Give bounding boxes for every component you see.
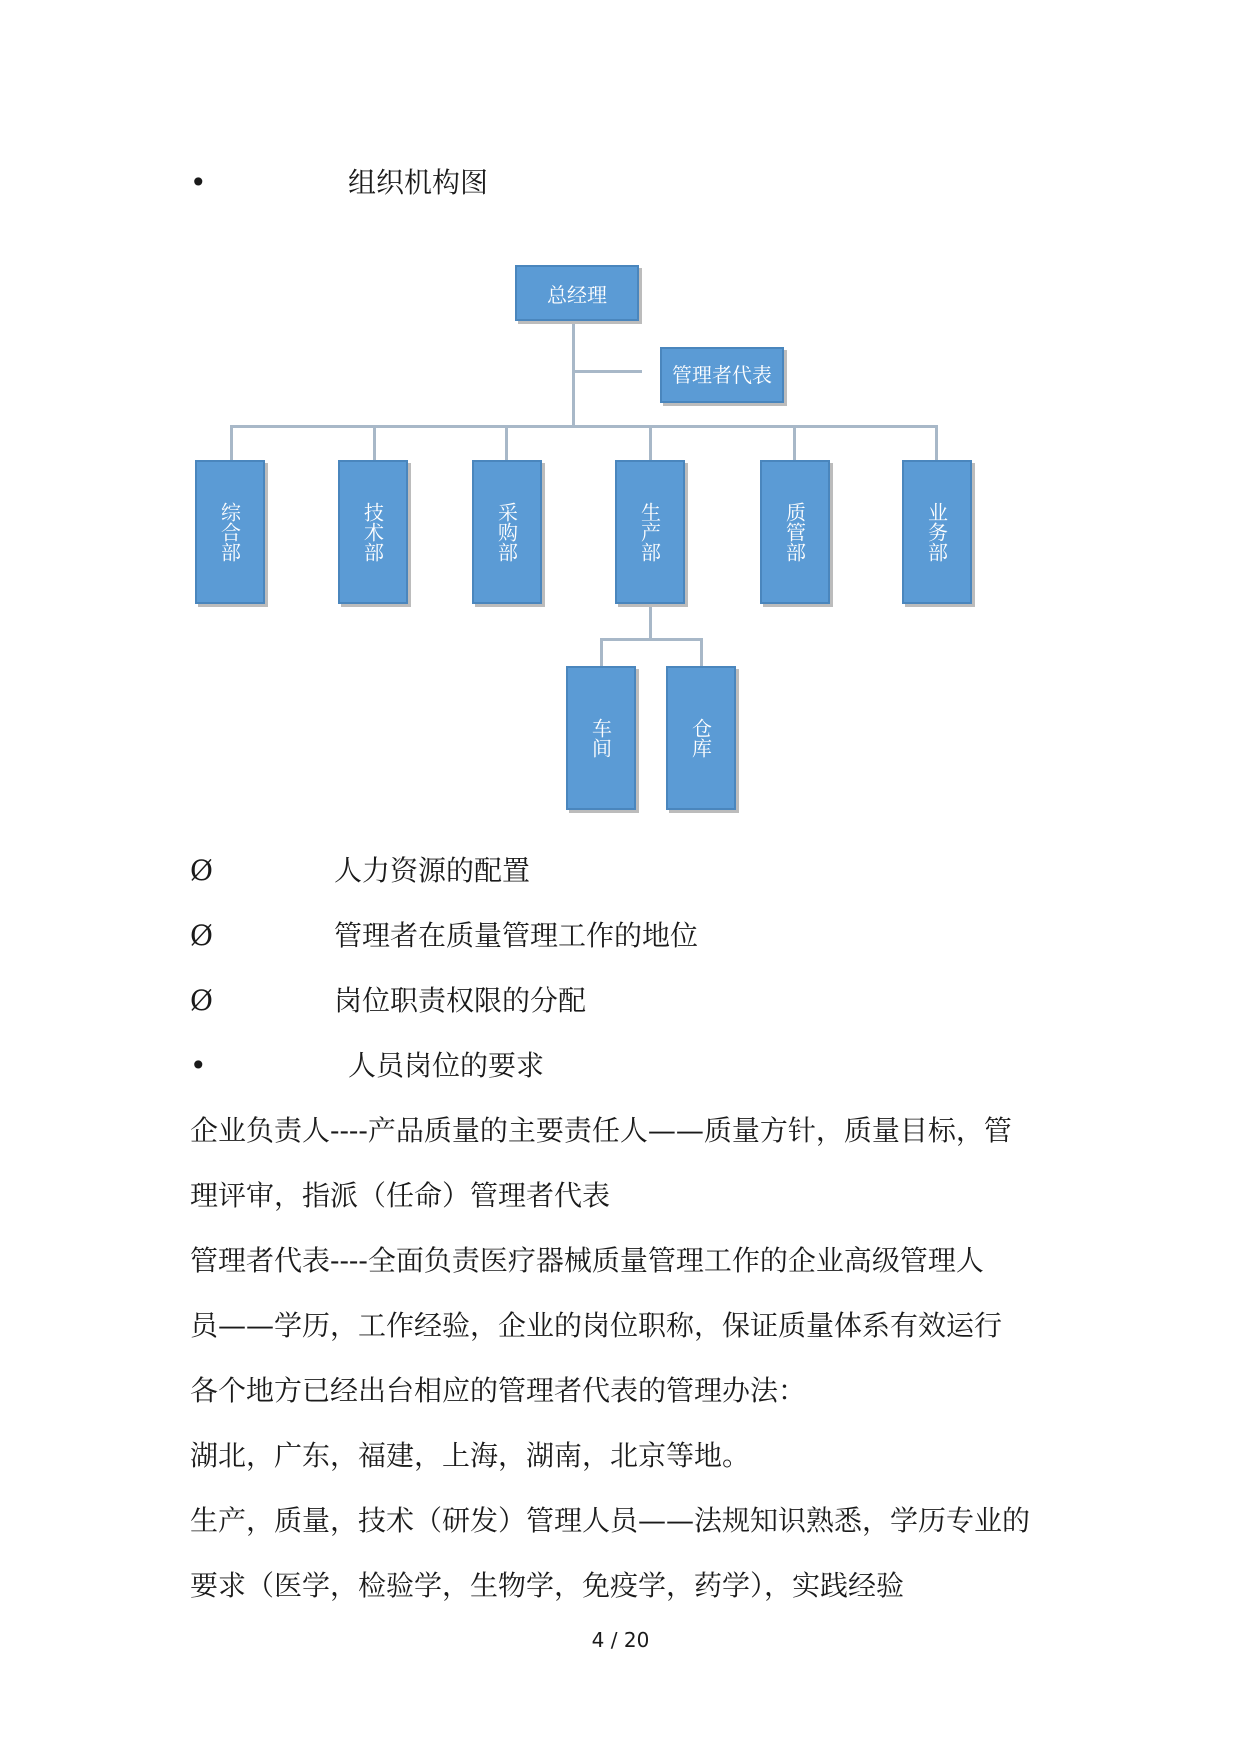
paragraph-line: 生产，质量，技术（研发）管理人员——法规知识熟悉，学历专业的	[190, 1504, 1031, 1537]
page-number: 4 / 20	[591, 1628, 650, 1652]
paragraph-line: 要求（医学，检验学，生物学，免疫学，药学），实践经验	[190, 1569, 905, 1602]
org-box-general-manager: 总经理	[515, 265, 639, 321]
paragraph-line: 员——学历，工作经验，企业的岗位职称，保证质量体系有效运行	[190, 1309, 1003, 1342]
connector-line	[230, 425, 233, 463]
connector-line	[572, 370, 642, 373]
org-box-department: 采购部	[472, 460, 542, 604]
org-box-management-representative: 管理者代表	[660, 347, 784, 403]
bullet-icon: •	[190, 166, 207, 199]
heading-text: 人员岗位的要求	[348, 1049, 545, 1082]
org-chart	[190, 255, 990, 825]
subitem-text: 人力资源的配置	[334, 854, 531, 887]
connector-line	[649, 602, 652, 638]
connector-line	[935, 425, 938, 463]
org-box-department: 综合部	[195, 460, 265, 604]
subitem-text: 管理者在质量管理工作的地位	[334, 919, 699, 952]
subitem-text: 岗位职责权限的分配	[334, 984, 587, 1017]
paragraph-line: 理评审，指派（任命）管理者代表	[190, 1179, 611, 1212]
connector-line	[649, 425, 652, 463]
org-box-department: 业务部	[902, 460, 972, 604]
connector-line	[793, 425, 796, 463]
connector-line	[373, 425, 376, 463]
bullet-icon: Ø	[190, 854, 213, 887]
connector-line	[600, 638, 603, 668]
paragraph-line: 各个地方已经出台相应的管理者代表的管理办法：	[190, 1374, 807, 1407]
org-box-sub-unit: 仓库	[666, 666, 736, 810]
org-box-department: 技术部	[338, 460, 408, 604]
heading-text: 组织机构图	[348, 166, 489, 199]
connector-line	[572, 319, 575, 427]
connector-line	[700, 638, 703, 668]
paragraph-line: 企业负责人----产品质量的主要责任人——质量方针，质量目标，管	[190, 1114, 1012, 1147]
paragraph-line: 湖北，广东，福建，上海，湖南，北京等地。	[190, 1439, 751, 1472]
org-box-sub-unit: 车间	[566, 666, 636, 810]
paragraph-line: 管理者代表----全面负责医疗器械质量管理工作的企业高级管理人	[190, 1244, 984, 1277]
connector-line	[600, 638, 703, 641]
bullet-icon: •	[190, 1049, 207, 1082]
bullet-icon: Ø	[190, 984, 213, 1017]
bullet-icon: Ø	[190, 919, 213, 952]
connector-line	[230, 425, 935, 428]
org-box-department: 质管部	[760, 460, 830, 604]
connector-line	[505, 425, 508, 463]
org-box-department: 生产部	[615, 460, 685, 604]
